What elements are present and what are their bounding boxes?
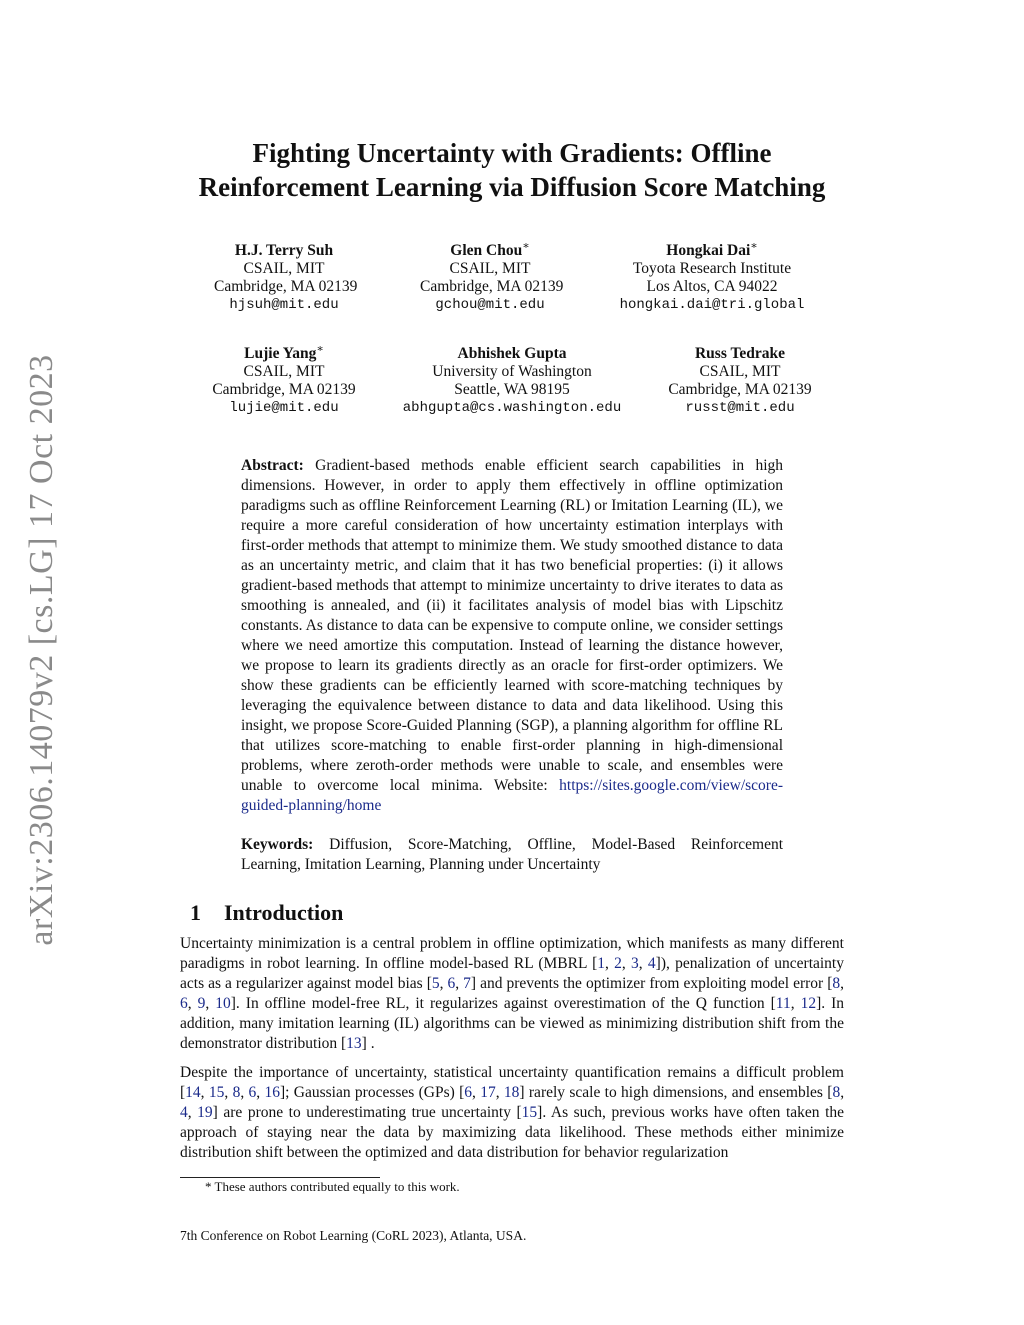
author-location: Cambridge, MA 02139 [212, 381, 356, 399]
citation-link[interactable]: 1 [597, 955, 606, 972]
author-affiliation: Toyota Research Institute [632, 260, 792, 278]
citation-link[interactable]: 15 [208, 1084, 225, 1101]
author-location: Seattle, WA 98195 [454, 381, 570, 399]
abstract [241, 456, 783, 816]
author-email[interactable]: hjsuh@mit.edu [229, 297, 339, 314]
author-name: H.J. Terry Suh [234, 242, 334, 260]
title-line-2: Reinforcement Learning via Diffusion Score Matching [198, 172, 826, 202]
abstract-text: Gradient-based methods enable efficient search capabilities in high dimensions. However, in order to apply them effectively in offline optimization paradigms such as offline Reinforcement Learning (RL) or Imitation Learning (IL), we require a more careful consideration of how uncertainty estimation interplays with first-order methods that attempt to minimize them. We study smoothed distance to data as an uncertainty metric, and claim that it has two beneficial properties: (i) it allows gradient-based methods that attempt to minimize uncertainty to drive iterates to data as smoothing is annealed, and (ii) it facilitates analysis of model bias with Lipschitz constants. As distance to data can be expensive to compute online, we consider settings where we need amortize this computation. Instead of learning the distance however, we propose to learn its gradients directly as an oracle for first-order optimizers. We show these gradients can be efficiently learned with score-matching techniques by leveraging the equivalence between distance to data and data likelihood. Using this insight, we propose Score-Guided Planning (SGP), a planning algorithm for offline RL that utilizes score-matching to enable first-order planning in high-dimensional problems, where zeroth-order methods were unable to scale, and ensembles were unable to overcome local minima. Website: [241, 457, 783, 794]
author-card [614, 237, 810, 314]
intro-paragraph-1: Uncertainty minimization is a central problem in offline optimization, which manifests as many different paradigms in robot learning. In offline model-based RL (MBRL [1, 2, 3, 4]), penalization of uncertainty acts as a regularizer against model bias [5, 6, 7] and prevents the optimizer from exploiting model error [8, 6, 9, 10]. In offline model-free RL, it regularizes against overestimation of the Q function [11, 12]. In addition, many imitation learning (IL) algorithms can be viewed as minimizing distribution shift from the demonstrator distribution [13] . [180, 935, 845, 1052]
author-name: Glen Chou∗ [450, 240, 530, 260]
citation-link[interactable]: 6 [180, 995, 188, 1012]
author-card [204, 340, 364, 417]
author-card [420, 237, 564, 314]
citation-link[interactable]: 13 [346, 1035, 362, 1052]
author-email[interactable]: gchou@mit.edu [435, 297, 545, 314]
citation-link[interactable]: 6 [447, 975, 456, 992]
author-name: Hongkai Dai∗ [666, 240, 758, 260]
author-affiliation: CSAIL, MIT [449, 260, 531, 278]
author-card [214, 237, 358, 314]
author-card [396, 340, 628, 417]
paper-title [150, 136, 874, 204]
citation-link[interactable]: 18 [503, 1084, 520, 1101]
author-location: Los Altos, CA 94022 [646, 278, 778, 296]
keywords [241, 835, 783, 875]
conference-note: 7th Conference on Robot Learning (CoRL 2023), Atlanta, USA. [180, 1228, 527, 1243]
citation-link[interactable]: 6 [464, 1084, 473, 1101]
citation-link[interactable]: 8 [832, 975, 841, 992]
citation-link[interactable]: 16 [264, 1084, 280, 1101]
arxiv-stamp [22, 355, 62, 945]
citation-link[interactable]: 4 [647, 955, 656, 972]
author-affiliation: CSAIL, MIT [243, 363, 325, 381]
citation-link[interactable]: 8 [232, 1084, 241, 1101]
citation-link[interactable]: 11 [775, 995, 791, 1012]
author-email[interactable]: hongkai.dai@tri.global [619, 297, 805, 314]
citation-link[interactable]: 4 [180, 1104, 188, 1121]
author-email[interactable]: lujie@mit.edu [229, 400, 339, 417]
website-link[interactable]: https://sites.google.com/view/score-guided-planning/home [241, 777, 783, 814]
section-title: Introduction [224, 900, 344, 925]
citation-link[interactable]: 10 [215, 995, 231, 1012]
citation-link[interactable]: 6 [248, 1084, 257, 1101]
citation-link[interactable]: 5 [431, 975, 440, 992]
arxiv-id-text: arXiv:2306.14079v2 [cs.LG] 17 Oct 2023 [23, 354, 60, 946]
keywords-text: Diffusion, Score-Matching, Offline, Model-Based Reinforcement Learning, Imitation Learning, Planning under Uncertainty [241, 836, 784, 873]
author-name: Lujie Yang∗ [244, 343, 324, 363]
citation-link[interactable]: 2 [614, 955, 622, 972]
citation-link[interactable]: 12 [800, 995, 817, 1012]
citation-link[interactable]: 17 [480, 1084, 496, 1101]
intro-paragraph-2: Despite the importance of uncertainty, statistical uncertainty quantification remains a difficult problem [14, 15, 8, 6, 16]; Gaussian processes (GPs) [6, 17, 18] rarely scale to high dimensions, and ensembles [8, 4, 19] are prone to underestimating true uncertainty [15]. As such, previous works have often taken the approach of staying near the data by maximizing data likelihood. These methods either minimize distribution shift between the optimized and data distribution for behavior regularization [180, 1064, 845, 1161]
footnote: * These authors contributed equally to this work. [205, 1179, 460, 1194]
citation-link[interactable]: 15 [521, 1104, 538, 1121]
footnote-divider [180, 1177, 380, 1178]
title-line-1: Fighting Uncertainty with Gradients: Offline [252, 138, 772, 168]
author-email[interactable]: russt@mit.edu [685, 400, 795, 417]
authors-row-2 [180, 340, 844, 420]
keywords-label: Keywords: [241, 836, 314, 853]
author-location: Cambridge, MA 02139 [668, 381, 812, 399]
author-affiliation: University of Washington [432, 363, 592, 381]
citation-link[interactable]: 9 [197, 995, 206, 1012]
author-affiliation: CSAIL, MIT [243, 260, 325, 278]
citation-link[interactable]: 8 [832, 1084, 841, 1101]
author-affiliation: CSAIL, MIT [699, 363, 781, 381]
section-heading-introduction [190, 900, 343, 926]
abstract-label: Abstract: [241, 457, 304, 474]
citation-link[interactable]: 19 [197, 1104, 213, 1121]
citation-link[interactable]: 7 [463, 975, 471, 992]
citation-link[interactable]: 3 [631, 955, 639, 972]
author-name: Abhishek Gupta [457, 345, 567, 363]
author-location: Cambridge, MA 02139 [420, 278, 564, 296]
author-name: Russ Tedrake [694, 345, 786, 363]
authors-row-1 [180, 237, 844, 317]
section-number: 1 [190, 900, 201, 925]
author-email[interactable]: abhgupta@cs.washington.edu [402, 400, 622, 417]
author-location: Cambridge, MA 02139 [214, 278, 358, 296]
author-card [658, 340, 822, 417]
citation-link[interactable]: 14 [185, 1084, 201, 1101]
